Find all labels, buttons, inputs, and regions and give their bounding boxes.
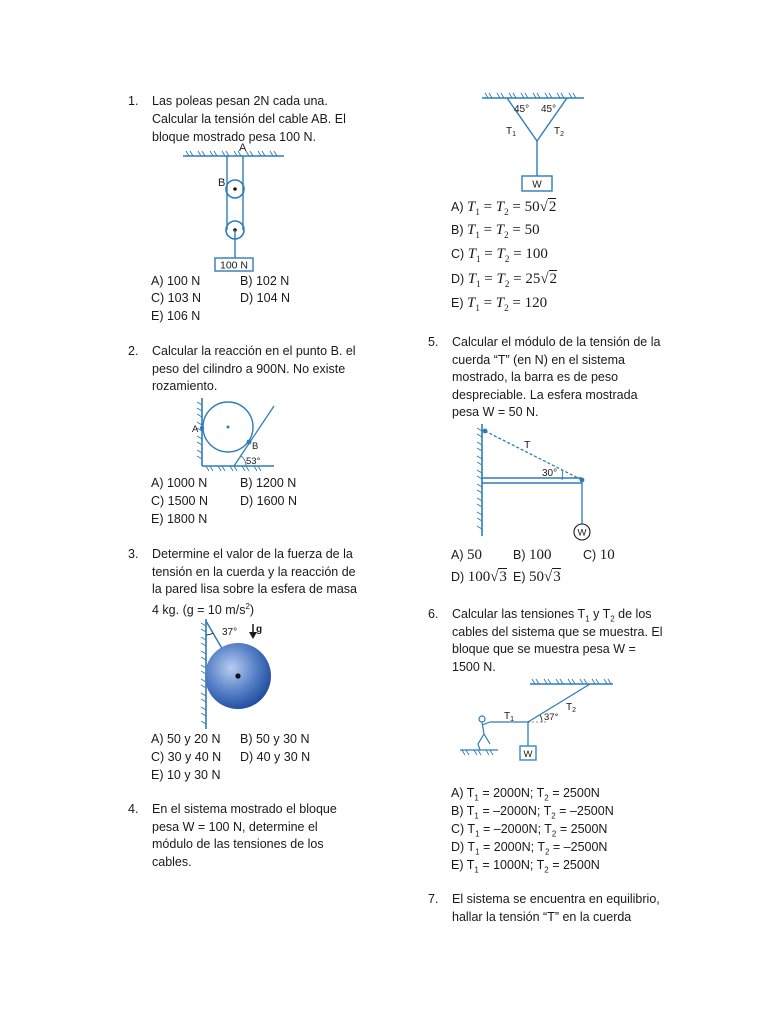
option-d: D) 40 y 30 N [240,750,311,764]
option-c: C) 30 y 40 N [151,750,222,764]
problem-4-line-2: pesa W = 100 N, determine el [152,820,318,834]
option-b: B) 100 [513,547,552,563]
option-b: B) 50 y 30 N [240,732,310,746]
problem-number: 7. [428,892,439,906]
label-a: A [239,142,247,154]
cylinder-diagram [188,394,280,474]
weight-label: W [523,749,533,760]
problem-7-line-1: El sistema se encuentra en equilibrio, [452,892,660,906]
pulley-diagram [180,138,290,273]
problem-4-line-3: módulo de las tensiones de los [152,837,324,851]
angle-label: 53° [246,456,261,467]
problem-4-line-4: cables. [152,855,192,869]
block-weight-label: 100 N [219,259,249,272]
t1-label: $T_1$ [506,126,517,138]
problem-7-line-2: hallar la tensión “T” en la cuerda [452,910,632,924]
option-e: E) $T_1 = 1000N$; $T_2 = 2500N$ [451,858,600,875]
sphere-diagram [186,617,286,733]
option-b: B) $T_1 = T_2 = 50$ [451,222,540,240]
t2-label: $T_2$ [554,126,565,138]
angle-label-2: 45° [541,104,557,115]
two-cable-diagram [480,88,590,196]
option-d: D) $T_1 = T_2 = 25√2$ [451,271,558,289]
label-b: B [218,177,226,189]
problem-5-line-5: pesa W = 50 N. [452,405,539,419]
option-a: A) 50 [451,547,482,563]
option-b: B) $T_1 = -2000N$; $T_2 = -2500N$ [451,804,614,821]
tension-label: T [524,439,531,451]
option-a: A) 1000 N [151,476,208,490]
problem-4-line-1: En el sistema mostrado el bloque [152,802,337,816]
angle-label: 37° [222,627,238,638]
problem-3-line-1: Determine el valor de la fuerza de la [152,547,353,561]
problem-number: 6. [428,607,439,621]
option-a: A) $T_1 = 2000N$; $T_2 = 2500N$ [451,786,600,803]
option-d: D) 1600 N [240,494,297,508]
problem-2-line-1: Calcular la reacción en el punto B. el [152,344,356,358]
option-e: E) 1800 N [151,512,208,526]
t1-label: $T_1$ [504,711,515,723]
option-b: B) 1200 N [240,476,297,490]
problem-6-line-1: Calcular las tensiones $T_1$ y $T_2$ de los [452,607,652,624]
weight-label: W [577,527,587,539]
option-d: D) 104 N [240,291,291,305]
person-icon [478,716,490,750]
problem-number: 2. [128,344,139,358]
problem-5-line-2: cuerda “T” (en N) en el sistema [452,353,625,367]
option-a: A) 50 y 20 N [151,732,221,746]
problem-3-line-3: la pared lisa sobre la esfera de masa [152,582,357,596]
option-b: B) 102 N [240,274,290,288]
t2-label: $T_2$ [566,702,577,714]
problem-6-line-4: 1500 N. [452,660,496,674]
option-e: E) 50√3 [513,569,561,585]
problem-1-line-1: Las poleas pesan 2N cada una. [152,94,328,108]
option-d: D) 100√3 [451,569,507,585]
angle-label-1: 45° [514,104,530,115]
problem-5-line-1: Calcular el módulo de la tensión de la [452,335,661,349]
option-c: C) 1500 N [151,494,208,508]
option-e: E) 10 y 30 N [151,768,221,782]
option-c: C) 10 [583,547,615,563]
label-a: A [192,424,199,435]
option-e: E) 106 N [151,309,201,323]
person-cable-diagram [458,672,618,764]
problem-2-line-2: peso del cilindro a 900N. No existe [152,362,346,376]
problem-number: 1. [128,94,139,108]
angle-label: 37° [544,712,559,723]
option-c: C) $T_1 = T_2 = 100$ [451,246,548,264]
problem-6-line-3: bloque que se muestra pesa W = [452,642,636,656]
gravity-label: g [256,624,263,635]
weight-label: W [532,179,542,191]
problem-number: 5. [428,335,439,349]
problem-number: 4. [128,802,139,816]
option-d: D) $T_1 = 2000N$; $T_2 = -2500N$ [451,840,608,857]
problem-5-line-3: mostrado, la barra es de peso [452,370,619,384]
problem-number: 3. [128,547,139,561]
option-e: E) $T_1 = T_2 = 120$ [451,295,548,313]
problem-2-line-3: rozamiento. [152,379,218,393]
problem-1-line-3: bloque mostrado pesa 100 N. [152,130,316,144]
option-a: A) 100 N [151,274,201,288]
option-a: A) $T_1 = T_2 = 50√2$ [451,199,557,217]
problem-3-line-2: tensión en la cuerda y la reacción de [152,565,356,579]
problem-6-line-2: cables del sistema que se muestra. El [452,625,663,639]
label-b: B [252,441,259,452]
option-c: C) 103 N [151,291,202,305]
problem-1-line-2: Calcular la tensión del cable AB. El [152,112,346,126]
angle-label: 30° [542,468,558,479]
option-c: C) $T_1 = -2000N$; $T_2 = 2500N$ [451,822,608,839]
bar-sphere-diagram [470,420,600,546]
problem-5-line-4: despreciable. La esfera mostrada [452,388,638,402]
problem-3-line-4: 4 kg. (g = 10 $m/s^2$) [152,602,255,618]
